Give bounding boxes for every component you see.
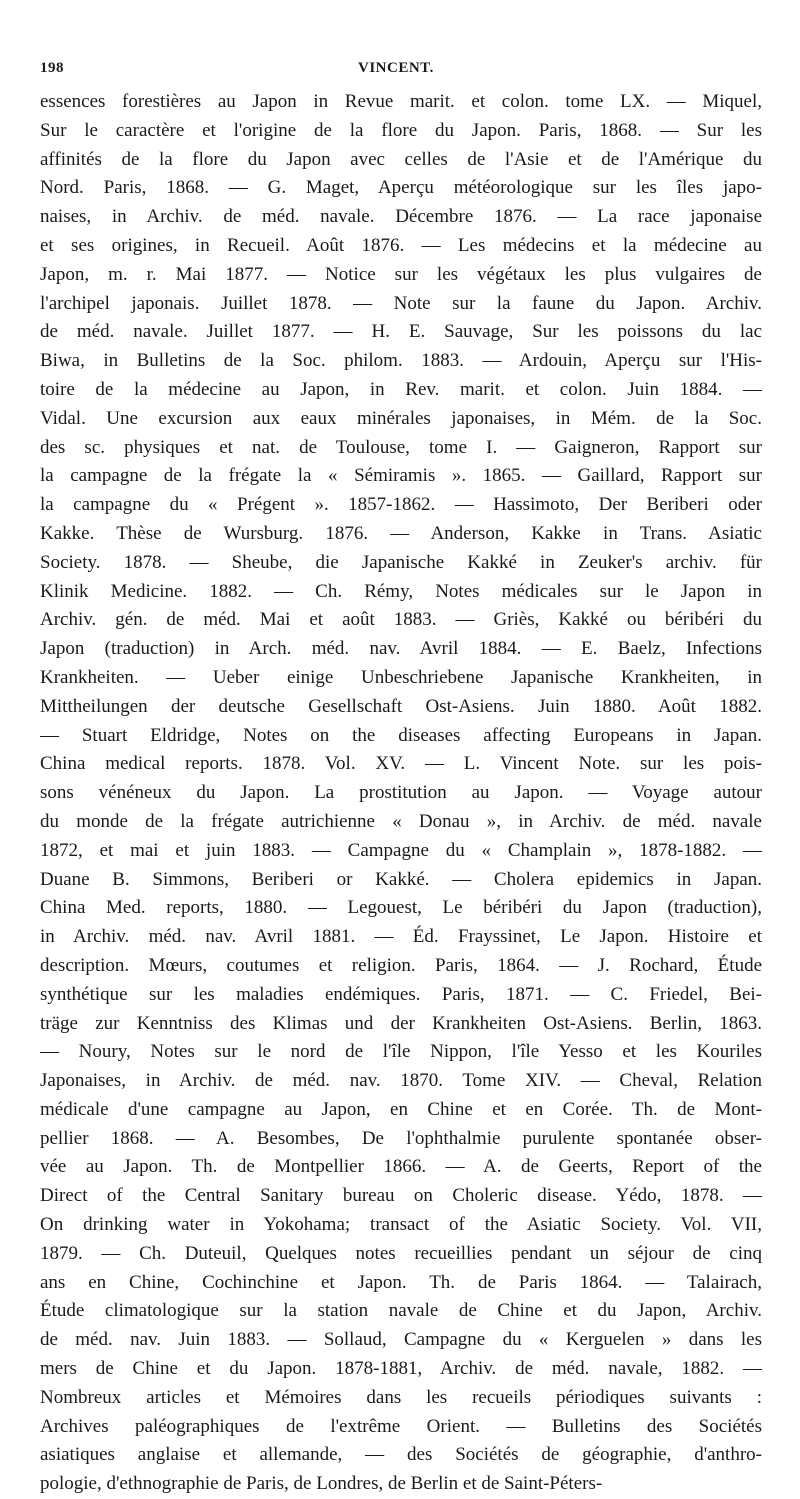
text-line: Archiv. gén. de méd. Mai et août 1883. — Griès, Kakké ou béribéri du xyxy=(40,609,762,631)
text-line: vée au Japon. Th. de Montpellier 1866. — A. de Geerts, Report of the xyxy=(40,1156,762,1178)
text-line: toire de la médecine au Japon, in Rev. marit. et colon. Juin 1884. — xyxy=(40,378,762,400)
text-line: 1879. — Ch. Duteuil, Quelques notes recueillies pendant un séjour de cinq xyxy=(40,1242,762,1264)
text-line: — Stuart Eldridge, Notes on the diseases affecting Europeans in Japan. xyxy=(40,724,762,746)
text-line: mers de Chine et du Japon. 1878-1881, Archiv. de méd. navale, 1882. — xyxy=(40,1358,762,1380)
text-line: synthétique sur les maladies endémiques. Paris, 1871. — C. Friedel, Bei- xyxy=(40,983,762,1005)
text-line: On drinking water in Yokohama; transact of the Asiatic Society. Vol. VII, xyxy=(40,1214,762,1236)
text-line: description. Mœurs, coutumes et religion. Paris, 1864. — J. Rochard, Étude xyxy=(40,954,762,976)
text-line: 1872, et mai et juin 1883. — Campagne du « Champlain », 1878-1882. — xyxy=(40,839,762,861)
text-line: Society. 1878. — Sheube, die Japanische Kakké in Zeuker's archiv. für xyxy=(40,551,762,573)
text-line: — Noury, Notes sur le nord de l'île Nippon, l'île Yesso et les Kouriles xyxy=(40,1041,762,1063)
text-line: Archives paléographiques de l'extrême Orient. — Bulletins des Sociétés xyxy=(40,1415,762,1437)
text-line: pologie, d'ethnographie de Paris, de Londres, de Berlin et de Saint-Péters- xyxy=(40,1473,603,1495)
text-line: la campagne du « Prégent ». 1857-1862. — Hassimoto, Der Beriberi oder xyxy=(40,494,762,516)
text-line: Vidal. Une excursion aux eaux minérales japonaises, in Mém. de la Soc. xyxy=(40,407,762,429)
text-line: Direct of the Central Sanitary bureau on Choleric disease. Yédo, 1878. — xyxy=(40,1185,762,1207)
text-line: Japonaises, in Archiv. de méd. nav. 1870. Tome XIV. — Cheval, Relation xyxy=(40,1070,762,1092)
text-line: Krankheiten. — Ueber einige Unbeschriebene Japanische Krankheiten, in xyxy=(40,666,762,688)
text-line: de méd. navale. Juillet 1877. — H. E. Sauvage, Sur les poissons du lac xyxy=(40,321,762,343)
text-line: träge zur Kenntniss des Klimas und der Krankheiten Ost-Asiens. Berlin, 1863. xyxy=(40,1012,762,1034)
text-line: asiatiques anglaise et allemande, — des Sociétés de géographie, d'anthro- xyxy=(40,1444,762,1466)
text-line: essences forestières au Japon in Revue marit. et colon. tome LX. — Miquel, xyxy=(40,91,762,112)
text-line: Sur le caractère et l'origine de la flore du Japon. Paris, 1868. — Sur les xyxy=(40,119,762,141)
text-line: Duane B. Simmons, Beriberi or Kakké. — Cholera epidemics in Japan. xyxy=(40,868,762,890)
text-line: la campagne de la frégate la « Sémiramis ». 1865. — Gaillard, Rapport sur xyxy=(40,465,762,487)
text-line: sons vénéneux du Japon. La prostitution au Japon. — Voyage autour xyxy=(40,782,762,804)
running-head: VINCENT. xyxy=(358,60,434,76)
text-line: Klinik Medicine. 1882. — Ch. Rémy, Notes médicales sur le Japon in xyxy=(40,580,762,602)
page-number: 198 xyxy=(40,60,64,76)
text-line: Nord. Paris, 1868. — G. Maget, Aperçu météorologique sur les îles japo- xyxy=(40,177,762,199)
text-line: China Med. reports, 1880. — Legouest, Le béribéri du Japon (traduction), xyxy=(40,897,762,919)
text-line: in Archiv. méd. nav. Avril 1881. — Éd. Frayssinet, Le Japon. Histoire et xyxy=(40,926,762,948)
text-line: affinités de la flore du Japon avec celles de l'Asie et de l'Amérique du xyxy=(40,148,762,170)
text-line: de méd. nav. Juin 1883. — Sollaud, Campagne du « Kerguelen » dans les xyxy=(40,1329,762,1351)
text-line: Japon, m. r. Mai 1877. — Notice sur les végétaux les plus vulgaires de xyxy=(40,263,762,285)
text-line: Nombreux articles et Mémoires dans les recueils périodiques suivants : xyxy=(40,1386,762,1408)
text-line: pellier 1868. — A. Besombes, De l'ophthalmie purulente spontanée obser- xyxy=(40,1127,762,1149)
page-header xyxy=(40,60,762,84)
text-line: médicale d'une campagne au Japon, en Chine et en Corée. Th. de Mont- xyxy=(40,1098,762,1120)
text-line: ans en Chine, Cochinchine et Japon. Th. de Paris 1864. — Talairach, xyxy=(40,1271,762,1293)
text-line: Mittheilungen der deutsche Gesellschaft Ost-Asiens. Juin 1880. Août 1882. xyxy=(40,695,762,717)
bibliography-text xyxy=(40,88,762,1499)
text-line: naises, in Archiv. de méd. navale. Décembre 1876. — La race japonaise xyxy=(40,206,762,228)
text-line: du monde de la frégate autrichienne « Donau », in Archiv. de méd. navale xyxy=(40,810,762,832)
text-line: Kakke. Thèse de Wursburg. 1876. — Anderson, Kakke in Trans. Asiatic xyxy=(40,522,762,544)
text-line: l'archipel japonais. Juillet 1878. — Note sur la faune du Japon. Archiv. xyxy=(40,292,762,314)
text-line: des sc. physiques et nat. de Toulouse, tome I. — Gaigneron, Rapport sur xyxy=(40,436,762,458)
text-line: China medical reports. 1878. Vol. XV. — L. Vincent Note. sur les pois- xyxy=(40,753,762,775)
text-line: et ses origines, in Recueil. Août 1876. — Les médecins et la médecine au xyxy=(40,234,762,256)
text-line: Japon (traduction) in Arch. méd. nav. Avril 1884. — E. Baelz, Infections xyxy=(40,638,762,660)
text-line: Biwa, in Bulletins de la Soc. philom. 1883. — Ardouin, Aperçu sur l'His- xyxy=(40,350,762,372)
text-line: Étude climatologique sur la station navale de Chine et du Japon, Archiv. xyxy=(40,1300,762,1322)
